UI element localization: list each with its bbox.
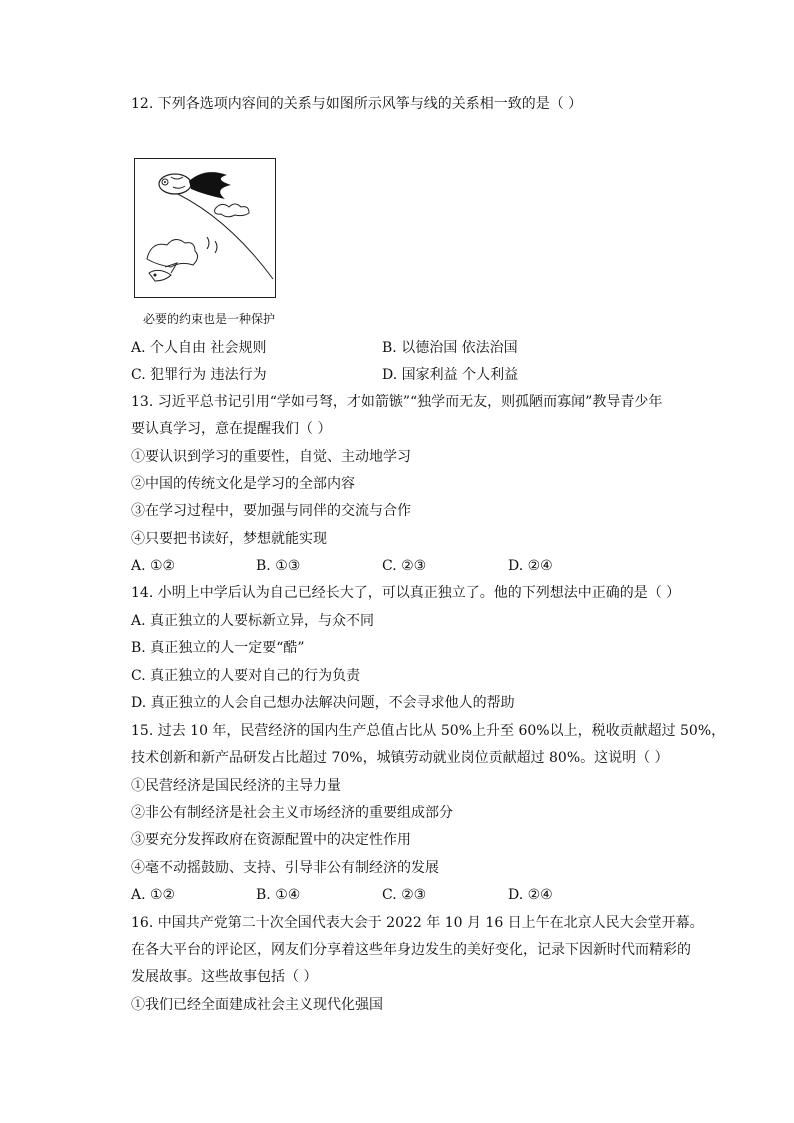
q15-item-4: ④毫不动摇鼓励、支持、引导非公有制经济的发展	[131, 860, 439, 876]
q14-stem: 14. 小明上中学后认为自己已经长大了，可以真正独立了。他的下列想法中正确的是（ ）	[131, 585, 681, 601]
q14-option-d: D. 真正独立的人会自己想办法解决问题，不会寻求他人的帮助	[131, 695, 515, 711]
q16-stem-line1: 16. 中国共产党第二十次全国代表大会于 2022 年 10 月 16 日上午在北京人民大会堂开幕。	[131, 915, 704, 931]
q13-option-c: C. ②③	[382, 558, 427, 574]
figure-caption: 必要的约束也是一种保护	[143, 312, 276, 326]
q14-option-b: B. 真正独立的人一定要“酷”	[131, 640, 305, 656]
q15-item-1: ①民营经济是国民经济的主导力量	[131, 778, 341, 794]
q12-option-d: D. 国家利益 个人利益	[382, 367, 519, 383]
q13-option-a: A. ①②	[131, 558, 176, 574]
q15-option-a: A. ①②	[131, 887, 176, 903]
q12-option-c: C. 犯罪行为 违法行为	[131, 367, 267, 383]
q15-stem-line1: 15. 过去 10 年，民营经济的国内生产总值占比从 50%上升至 60%以上，税收贡献超过 50%，	[131, 723, 726, 739]
q15-option-c: C. ②③	[382, 887, 427, 903]
q15-item-3: ③要充分发挥政府在资源配置中的决定性作用	[131, 832, 411, 848]
q13-item-3: ③在学习过程中，要加强与同伴的交流与合作	[131, 503, 411, 519]
q13-option-d: D. ②④	[508, 558, 553, 574]
q12-option-b: B. 以德治国 依法治国	[382, 340, 518, 356]
q14-option-a: A. 真正独立的人要标新立异，与众不同	[131, 613, 375, 629]
kite-figure	[134, 158, 276, 298]
kite-fish-illustration-icon	[135, 159, 275, 297]
q12-option-a: A. 个人自由 社会规则	[131, 340, 267, 356]
q15-stem-line2: 技术创新和新产品研发占比超过 70%，城镇劳动就业岗位贡献超过 80%。这说明（ ）	[131, 750, 669, 766]
q13-item-2: ②中国的传统文化是学习的全部内容	[131, 476, 355, 492]
q12-stem: 12. 下列各选项内容间的关系与如图所示风筝与线的关系相一致的是（ ）	[131, 96, 583, 112]
q13-item-1: ①要认识到学习的重要性，自觉、主动地学习	[131, 449, 411, 465]
q15-item-2: ②非公有制经济是社会主义市场经济的重要组成部分	[131, 805, 453, 821]
q13-stem-line2: 要认真学习，意在提醒我们（ ）	[131, 421, 332, 437]
q16-item-1: ①我们已经全面建成社会主义现代化强国	[131, 997, 383, 1013]
q13-item-4: ④只要把书读好，梦想就能实现	[131, 531, 327, 547]
q13-stem-line1: 13. 习近平总书记引用“学如弓弩，才如箭镞”“独学而无友，则孤陋而寡闻”教导青少年	[131, 394, 663, 410]
q14-option-c: C. 真正独立的人要对自己的行为负责	[131, 668, 361, 684]
q16-stem-line3: 发展故事。这些故事包括（ ）	[131, 969, 318, 985]
q16-stem-line2: 在各大平台的评论区，网友们分享着这些年身边发生的美好变化，记录下因新时代而精彩的	[131, 942, 691, 958]
q13-option-b: B. ①③	[256, 558, 301, 574]
q15-option-b: B. ①④	[256, 887, 301, 903]
q15-option-d: D. ②④	[508, 887, 553, 903]
